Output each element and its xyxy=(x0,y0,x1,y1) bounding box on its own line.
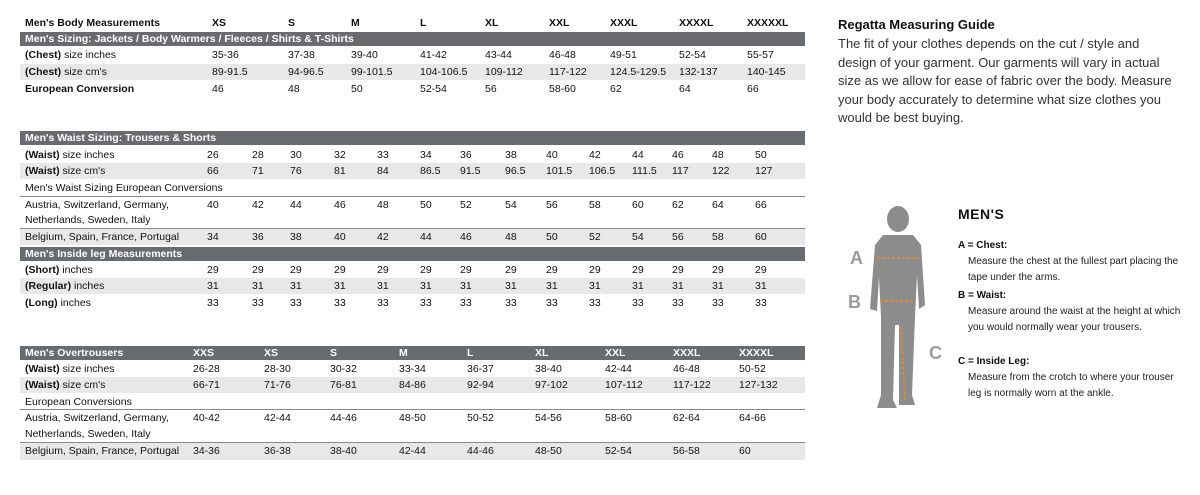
overtrousers-column-header: XXXXL xyxy=(739,347,774,359)
inside-leg-text: Measure from the crotch to where your trouser leg is normally worn at the ankle. xyxy=(968,372,1174,399)
row-label-rest: size cm's xyxy=(59,165,106,177)
overtrousers-cell: 33-34 xyxy=(399,363,426,375)
overtrousers-euro-cell: 34-36 xyxy=(193,445,220,457)
row-label-bold: (Waist) xyxy=(25,149,60,161)
inside-leg-cell: 29 xyxy=(546,264,558,276)
overtrousers-cell: 76-81 xyxy=(330,379,357,391)
inside-leg-cell: 33 xyxy=(207,297,219,309)
waist-euro-cell: 62 xyxy=(672,199,684,211)
waist-cell: 117 xyxy=(672,165,689,177)
euro-label: Austria, Switzerland, Germany, xyxy=(25,412,169,424)
inside-leg-cell: 31 xyxy=(755,280,767,292)
jackets-cell: 58-60 xyxy=(549,83,576,95)
inside-leg-cell: 33 xyxy=(252,297,264,309)
waist-euro-cell: 52 xyxy=(589,231,601,243)
waist-cell: 34 xyxy=(420,149,432,161)
waist-euro-cell: 42 xyxy=(377,231,389,243)
waist-cell: 106.5 xyxy=(589,165,616,177)
overtrousers-cell: 71-76 xyxy=(264,379,291,391)
overtrousers-cell: 42-44 xyxy=(605,363,632,375)
chest-text: Measure the chest at the fullest part placing the tape under the arms. xyxy=(968,256,1179,283)
row-label-bold: (Long) xyxy=(25,297,58,309)
overtrousers-cell: 38-40 xyxy=(535,363,562,375)
inside-leg-cell: 29 xyxy=(755,264,767,276)
jackets-cell: 37-38 xyxy=(288,49,315,61)
waist-cell: 91.5 xyxy=(460,165,481,177)
jackets-cell: 43-44 xyxy=(485,49,512,61)
row-label-bold: (Waist) xyxy=(25,363,60,375)
inside-leg-cell: 31 xyxy=(589,280,601,292)
waist-euro-cell: 38 xyxy=(290,231,302,243)
jackets-title: Men's Sizing: Jackets / Body Warmers / Fleeces / Shirts & T-Shirts xyxy=(25,33,354,45)
jackets-cell: 104-106.5 xyxy=(420,66,468,78)
guide-text: The fit of your clothes depends on the cut / style and design of your garment. Our garments will vary in actual size as we allow for ease of fabric over the body. Measure your body accurately to determine what size clothes you would be best buying. xyxy=(838,36,1172,125)
size-column-header: XXXXL xyxy=(679,17,714,29)
waist-cell: 40 xyxy=(546,149,558,161)
waist-euro-cell: 54 xyxy=(632,231,644,243)
jackets-cell: 52-54 xyxy=(420,83,447,95)
waist-text: Measure around the waist at the height at which you would normally wear your trousers. xyxy=(968,306,1181,333)
inside-leg-row-label xyxy=(25,263,93,277)
overtrousers-euro-cell: 64-66 xyxy=(739,412,766,424)
letter-c: C xyxy=(929,343,942,363)
euro-label: Netherlands, Sweden, Italy xyxy=(25,428,151,440)
size-column-header: M xyxy=(351,17,360,29)
row-label-bold: (Regular) xyxy=(25,280,72,292)
inside-leg-cell: 29 xyxy=(632,264,644,276)
waist-cell: 48 xyxy=(712,149,724,161)
overtrousers-cell: 127-132 xyxy=(739,379,778,391)
size-column-header: S xyxy=(288,17,296,29)
inside-leg-cell: 29 xyxy=(505,264,517,276)
overtrousers-euro-cell: 48-50 xyxy=(535,445,562,457)
jackets-row-label: European Conversion xyxy=(25,83,135,95)
overtrousers-euro-cell: 42-44 xyxy=(399,445,426,457)
waist-cell: 81 xyxy=(334,165,346,177)
overtrousers-euro-cell: 60 xyxy=(739,445,751,457)
row-label-bold: (Short) xyxy=(25,264,60,276)
overtrousers-euro-cell: 42-44 xyxy=(264,412,291,424)
inside-leg-cell: 33 xyxy=(505,297,517,309)
inside-leg-cell: 29 xyxy=(589,264,601,276)
waist-euro-cell: 56 xyxy=(672,231,684,243)
row-label-bold: (Chest) xyxy=(25,49,62,61)
mens-heading: MEN'S xyxy=(958,206,1005,222)
overtrousers-column-header: XXXL xyxy=(673,347,701,359)
waist-euro-cell: 46 xyxy=(460,231,472,243)
jackets-cell: 52-54 xyxy=(679,49,706,61)
chest-title: A = Chest: xyxy=(958,240,1008,251)
inside-leg-title: C = Inside Leg: xyxy=(958,356,1030,367)
inside-leg-cell: 31 xyxy=(420,280,432,292)
jackets-cell: 99-101.5 xyxy=(351,66,393,78)
inside-leg-cell: 31 xyxy=(290,280,302,292)
row-label-rest: size cm's xyxy=(59,379,106,391)
jackets-cell: 50 xyxy=(351,83,363,95)
inside-leg-cell: 31 xyxy=(672,280,684,292)
jackets-cell: 46-48 xyxy=(549,49,576,61)
jackets-cell: 94-96.5 xyxy=(288,66,324,78)
overtrousers-euro-cell: 54-56 xyxy=(535,412,562,424)
waist-euro-cell: 66 xyxy=(755,199,767,211)
waist-cell: 30 xyxy=(290,149,302,161)
inside-leg-cell: 29 xyxy=(377,264,389,276)
waist-cell: 66 xyxy=(207,165,219,177)
waist-title: Men's Waist Sizing: Trousers & Shorts xyxy=(25,132,217,144)
waist-cell: 28 xyxy=(252,149,264,161)
row-label-bold: (Waist) xyxy=(25,379,60,391)
euro-label: Belgium, Spain, France, Portugal xyxy=(25,231,180,243)
waist-row-label xyxy=(25,148,114,162)
waist-euro-cell: 58 xyxy=(712,231,724,243)
inside-leg-row-label xyxy=(25,279,104,293)
inside-leg-cell: 29 xyxy=(252,264,264,276)
waist-euro-cell: 46 xyxy=(334,199,346,211)
overtrousers-cell: 46-48 xyxy=(673,363,700,375)
size-column-header: XXL xyxy=(549,17,570,29)
overtrousers-row-label xyxy=(25,378,105,392)
inside-leg-cell: 31 xyxy=(252,280,264,292)
overtrousers-cell: 84-86 xyxy=(399,379,426,391)
waist-cell: 38 xyxy=(505,149,517,161)
inside-leg-cell: 29 xyxy=(712,264,724,276)
overtrousers-cell: 30-32 xyxy=(330,363,357,375)
waist-euro-cell: 60 xyxy=(755,231,767,243)
waist-cell: 36 xyxy=(460,149,472,161)
jackets-cell: 89-91.5 xyxy=(212,66,248,78)
inside-leg-cell: 29 xyxy=(334,264,346,276)
row-divider xyxy=(20,409,805,410)
inside-leg-cell: 29 xyxy=(290,264,302,276)
inside-leg-cell: 33 xyxy=(712,297,724,309)
body-figure-illustration xyxy=(855,205,945,415)
jackets-row-label xyxy=(25,48,116,62)
letter-a: A xyxy=(850,248,863,268)
overtrousers-cell: 107-112 xyxy=(605,379,643,391)
waist-cell: 84 xyxy=(377,165,389,177)
waist-cell: 86.5 xyxy=(420,165,441,177)
overtrousers-cell: 66-71 xyxy=(193,379,220,391)
waist-euro-cell: 48 xyxy=(377,199,389,211)
overtrousers-euro-cell: 50-52 xyxy=(467,412,494,424)
overtrousers-column-header: XL xyxy=(535,347,549,359)
inside-leg-cell: 33 xyxy=(334,297,346,309)
waist-euro-cell: 50 xyxy=(546,231,558,243)
size-column-header: L xyxy=(420,17,427,29)
inside-leg-cell: 33 xyxy=(672,297,684,309)
size-column-header: XXXXXL xyxy=(747,17,789,29)
row-divider xyxy=(20,196,805,197)
waist-cell: 26 xyxy=(207,149,219,161)
inside-leg-cell: 31 xyxy=(460,280,472,292)
waist-euro-heading: Men's Waist Sizing European Conversions xyxy=(25,182,223,194)
waist-title: B = Waist: xyxy=(958,290,1007,301)
row-stripe xyxy=(20,278,805,294)
overtrousers-column-header: S xyxy=(330,347,338,359)
jackets-cell: 39-40 xyxy=(351,49,378,61)
waist-cell: 44 xyxy=(632,149,644,161)
jackets-cell: 109-112 xyxy=(485,66,523,78)
overtrousers-column-header: XXL xyxy=(605,347,626,359)
waist-euro-cell: 42 xyxy=(252,199,264,211)
row-label-bold: (Chest) xyxy=(25,66,62,78)
waist-euro-cell: 44 xyxy=(420,231,432,243)
waist-euro-cell: 50 xyxy=(420,199,432,211)
overtrousers-euro-heading: European Conversions xyxy=(25,396,132,408)
row-label-rest: inches xyxy=(71,280,105,292)
euro-label: Netherlands, Sweden, Italy xyxy=(25,214,151,226)
guide-title: Regatta Measuring Guide xyxy=(838,17,995,32)
overtrousers-cell: 117-122 xyxy=(673,379,711,391)
waist-cell: 46 xyxy=(672,149,684,161)
waist-euro-cell: 52 xyxy=(460,199,472,211)
waist-euro-cell: 36 xyxy=(252,231,264,243)
jackets-cell: 62 xyxy=(610,83,622,95)
overtrousers-euro-cell: 44-46 xyxy=(330,412,357,424)
overtrousers-row-label xyxy=(25,362,114,376)
sizes-header-label: Men's Body Measurements xyxy=(25,17,160,29)
waist-euro-cell: 48 xyxy=(505,231,517,243)
size-column-header: XL xyxy=(485,17,499,29)
jackets-cell: 124.5-129.5 xyxy=(610,66,667,78)
euro-label: Belgium, Spain, France, Portugal xyxy=(25,445,180,457)
size-column-header: XXXL xyxy=(610,17,638,29)
row-label-rest: size inches xyxy=(59,363,115,375)
waist-cell: 32 xyxy=(334,149,346,161)
overtrousers-column-header: M xyxy=(399,347,408,359)
waist-cell: 42 xyxy=(589,149,601,161)
overtrousers-euro-cell: 48-50 xyxy=(399,412,426,424)
inside-leg-row-label xyxy=(25,296,91,310)
row-label-rest: inches xyxy=(59,264,93,276)
inside-leg-cell: 31 xyxy=(207,280,219,292)
overtrousers-euro-cell: 58-60 xyxy=(605,412,632,424)
overtrousers-cell: 97-102 xyxy=(535,379,568,391)
waist-cell: 76 xyxy=(290,165,302,177)
euro-label: Austria, Switzerland, Germany, xyxy=(25,199,169,211)
inside-leg-cell: 33 xyxy=(632,297,644,309)
waist-euro-cell: 54 xyxy=(505,199,517,211)
size-column-header: XS xyxy=(212,17,227,29)
inside-leg-cell: 29 xyxy=(207,264,219,276)
overtrousers-euro-cell: 40-42 xyxy=(193,412,220,424)
waist-cell: 33 xyxy=(377,149,389,161)
waist-cell: 122 xyxy=(712,165,730,177)
overtrousers-cell: 50-52 xyxy=(739,363,766,375)
inside-leg-cell: 33 xyxy=(377,297,389,309)
jackets-cell: 117-122 xyxy=(549,66,587,78)
inside-leg-cell: 33 xyxy=(420,297,432,309)
row-label-rest: inches xyxy=(57,297,91,309)
inside-leg-cell: 31 xyxy=(712,280,724,292)
row-label-rest: size cm's xyxy=(61,66,107,78)
overtrousers-cell: 26-28 xyxy=(193,363,220,375)
waist-euro-cell: 40 xyxy=(334,231,346,243)
waist-euro-cell: 44 xyxy=(290,199,302,211)
jackets-cell: 140-145 xyxy=(747,66,786,78)
waist-euro-cell: 34 xyxy=(207,231,219,243)
jackets-cell: 48 xyxy=(288,83,300,95)
inside-leg-cell: 29 xyxy=(460,264,472,276)
inside-leg-cell: 33 xyxy=(290,297,302,309)
overtrousers-euro-cell: 62-64 xyxy=(673,412,700,424)
inside-leg-cell: 31 xyxy=(546,280,558,292)
waist-euro-cell: 40 xyxy=(207,199,219,211)
waist-cell: 50 xyxy=(755,149,767,161)
overtrousers-cell: 36-37 xyxy=(467,363,494,375)
inside-leg-cell: 31 xyxy=(334,280,346,292)
overtrousers-euro-cell: 52-54 xyxy=(605,445,632,457)
jackets-cell: 41-42 xyxy=(420,49,447,61)
row-label-rest: size inches xyxy=(59,149,115,161)
waist-euro-cell: 64 xyxy=(712,199,724,211)
inside-leg-cell: 29 xyxy=(420,264,432,276)
overtrousers-euro-cell: 56-58 xyxy=(673,445,700,457)
inside-leg-cell: 33 xyxy=(589,297,601,309)
waist-cell: 127 xyxy=(755,165,773,177)
row-label-bold: (Waist) xyxy=(25,165,60,177)
jackets-cell: 132-137 xyxy=(679,66,718,78)
jackets-cell: 56 xyxy=(485,83,497,95)
overtrousers-column-header: XS xyxy=(264,347,279,359)
waist-cell: 96.5 xyxy=(505,165,526,177)
inside-leg-cell: 31 xyxy=(632,280,644,292)
waist-cell: 101.5 xyxy=(546,165,573,177)
inside-leg-cell: 33 xyxy=(546,297,558,309)
inside-leg-cell: 31 xyxy=(377,280,389,292)
jackets-row-label xyxy=(25,65,107,79)
overtrousers-column-header: XXS xyxy=(193,347,215,359)
overtrousers-title: Men's Overtrousers xyxy=(25,347,124,359)
jackets-cell: 49-51 xyxy=(610,49,637,61)
jackets-cell: 64 xyxy=(679,83,691,95)
inside-leg-cell: 33 xyxy=(460,297,472,309)
jackets-cell: 35-36 xyxy=(212,49,239,61)
inside-leg-cell: 31 xyxy=(505,280,517,292)
inside-leg-cell: 33 xyxy=(755,297,767,309)
overtrousers-euro-cell: 44-46 xyxy=(467,445,494,457)
waist-cell: 71 xyxy=(252,165,264,177)
waist-euro-cell: 56 xyxy=(546,199,558,211)
jackets-cell: 55-57 xyxy=(747,49,774,61)
row-label-rest: size inches xyxy=(61,49,117,61)
waist-euro-cell: 60 xyxy=(632,199,644,211)
waist-cell: 111.5 xyxy=(632,165,657,177)
overtrousers-cell: 92-94 xyxy=(467,379,494,391)
waist-row-label xyxy=(25,164,105,178)
overtrousers-column-header: L xyxy=(467,347,474,359)
letter-b: B xyxy=(848,292,861,312)
overtrousers-cell: 28-30 xyxy=(264,363,291,375)
inside-leg-title: Men's Inside leg Measurements xyxy=(25,248,183,260)
overtrousers-euro-cell: 38-40 xyxy=(330,445,357,457)
jackets-cell: 46 xyxy=(212,83,224,95)
waist-euro-cell: 58 xyxy=(589,199,601,211)
jackets-cell: 66 xyxy=(747,83,759,95)
inside-leg-cell: 29 xyxy=(672,264,684,276)
overtrousers-euro-cell: 36-38 xyxy=(264,445,291,457)
